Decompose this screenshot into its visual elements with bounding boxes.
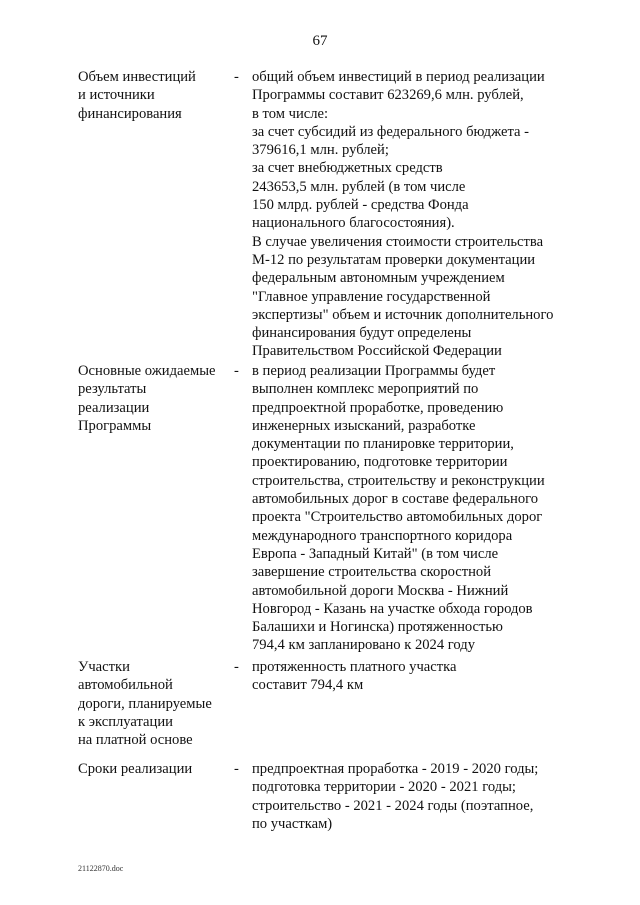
section-label: Участки автомобильной дороги, планируемые к эксплуатации на платной основе [78,659,212,749]
section-value: предпроектная проработка - 2019 - 2020 годы; подготовка территории - 2020 - 2021 годы; строительство - 2021 - 2024 годы (поэтапное, по участкам) [252,761,539,832]
section-dash: - [234,363,239,379]
section-dash: - [234,659,239,675]
section-value: протяженность платного участка составит 794,4 км [252,659,457,694]
section-label: Объем инвестиций и источники финансирования [78,69,196,122]
document-footer-filename: 21122870.doc [78,864,124,873]
section-dash: - [234,761,239,777]
section-dash: - [234,69,239,85]
page-number: 67 [312,33,328,49]
section-value: в период реализации Программы будет выполнен комплекс мероприятий по предпроектной проработке, проведению инженерных изысканий, разработке документации по планировке территории, проектированию, подготовке территории строительства, строительству и реконструкции автомобильных дорог в составе федерального проекта "Строительство автомобильных дорог международного транспортного коридора Европа - Западный Китай" (в том числе завершение строительства скоростной автомобильной дороги Москва - Нижний Новгород - Казань на участке обхода городов Балашихи и Ногинска) протяженностью 794,4 км запланировано к 2024 году [252,363,545,654]
section-value: общий объем инвестиций в период реализации Программы составит 623269,6 млн. рублей, в том числе: за счет субсидий из федерального бюджета - 379616,1 млн. рублей; за счет внебюджетных средств 243653,5 млн. рублей (в том числе 150 млрд. рублей - средства Фонда национального благосостояния). В случае увеличения стоимости строительства М-12 по результатам проверки документации федеральным автономным учреждением "Главное управление государственной экспертизы" объем и источник дополнительного финансирования будут определены Правительством Российской Федерации [252,69,554,360]
section-label: Сроки реализации [78,761,193,777]
section-label: Основные ожидаемые результаты реализации Программы [78,363,216,434]
